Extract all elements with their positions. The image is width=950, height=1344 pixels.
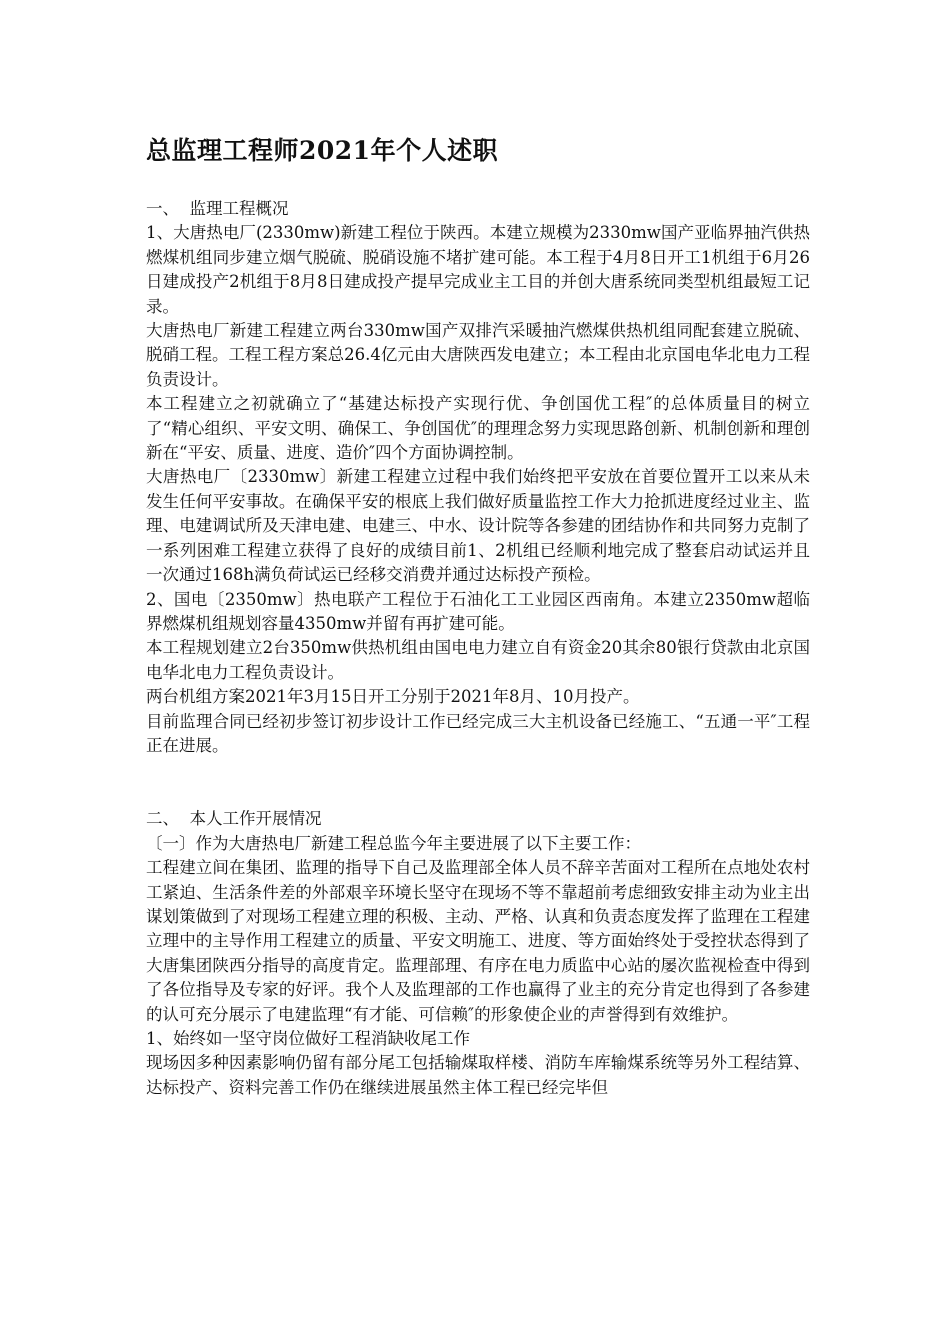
paragraph: 大唐热电厂新建工程建立两台330mw国产双排汽采暖抽汽燃煤供热机组同配套建立脱硫、脱硝工程。工程工程方案总26.4亿元由大唐陕西发电建立；本工程由北京国电华北电力工程负责设计。 xyxy=(146,321,810,389)
paragraph: 两台机组方案2021年3月15日开工分别于2021年8月、10月投产。 xyxy=(146,687,640,707)
paragraph: 大唐热电厂〔2330mw〕新建工程建立过程中我们始终把平安放在首要位置开工以来从未发生任何平安事故。在确保平安的根底上我们做好质量监控工作大力抢抓进度经过业主、监理、电建调试所及天津电建、电建三、中水、设计院等各参建的团结协作和共同努力克制了一系列困难工程建立获得了良好的成绩目前1、2机组已经顺利地完成了整套启动试运并且一次通过168h满负荷试运已经移交消费并通过达标投产预检。 xyxy=(146,467,810,585)
paragraph: 工程建立间在集团、监理的指导下自己及监理部全体人员不辞辛苦面对工程所在点地处农村工紧迫、生活条件差的外部艰辛环境长坚守在现场不等不靠超前考虑细致安排主动为业主出谋划策做到了对现场工程建立理的积极、主动、严格、认真和负责态度发挥了监理在工程建立理中的主导作用工程建立的质量、平安文明施工、进度、等方面始终处于受控状态得到了大唐集团陕西分指导的高度肯定。监理部理、有序在电力质监中心站的屡次监视检查中得到了各位指导及专家的好评。我个人及监理部的工作也赢得了业主的充分肯定也得到了各参建的认可充分展示了电建监理“有才能、可信赖″的形象使企业的声誉得到有效维护。 xyxy=(146,858,810,1024)
paragraph: 本工程建立之初就确立了“基建达标投产实现行优、争创国优工程″的总体质量目的树立了“精心组织、平安文明、确保工、争创国优″的理理念努力实现思路创新、机制创新和理创新在“平安、质量、进度、造价″四个方面协调控制。 xyxy=(146,394,810,463)
paragraph: 1、始终如一坚守岗位做好工程消缺收尾工作 xyxy=(146,1029,470,1048)
paragraph: 本工程规划建立2台350mw供热机组由国电电力建立自有资金20其余80银行贷款由北京国电华北电力工程负责设计。 xyxy=(146,638,810,682)
section-spacer xyxy=(146,758,810,807)
document-title: 总监理工程师2021年个人述职 xyxy=(146,136,499,165)
paragraph: 〔一〕作为大唐热电厂新建工程总监今年主要进展了以下主要工作： xyxy=(146,833,641,853)
section-heading-work: 二、 本人工作开展情况 xyxy=(146,809,322,829)
document-body xyxy=(146,197,810,1100)
paragraph: 现场因多种因素影响仍留有部分尾工包括输煤取样楼、消防车库输煤系统等另外工程结算、达标投产、资料完善工作仍在继续进展虽然主体工程已经完毕但 xyxy=(146,1053,810,1097)
paragraph: 目前监理合同已经初步签订初步设计工作已经完成三大主机设备已经施工、“五通一平″工程正在进展。 xyxy=(146,711,810,755)
section-heading-overview: 一、 监理工程概况 xyxy=(146,199,289,218)
paragraph: 1、大唐热电厂(2330mw)新建工程位于陕西。本建立规模为2330mw国产亚临界抽汽供热燃煤机组同步建立烟气脱硫、脱硝设施不堵扩建可能。本工程于4月8日开工1机组于6月26日建成投产2机组于8月8日建成投产提早完成业主工目的并创大唐系统同类型机组最短工记录。 xyxy=(146,223,810,316)
paragraph: 2、国电〔2350mw〕热电联产工程位于石油化工工业园区西南角。本建立2350mw超临界燃煤机组规划容量4350mw并留有再扩建可能。 xyxy=(146,589,810,633)
